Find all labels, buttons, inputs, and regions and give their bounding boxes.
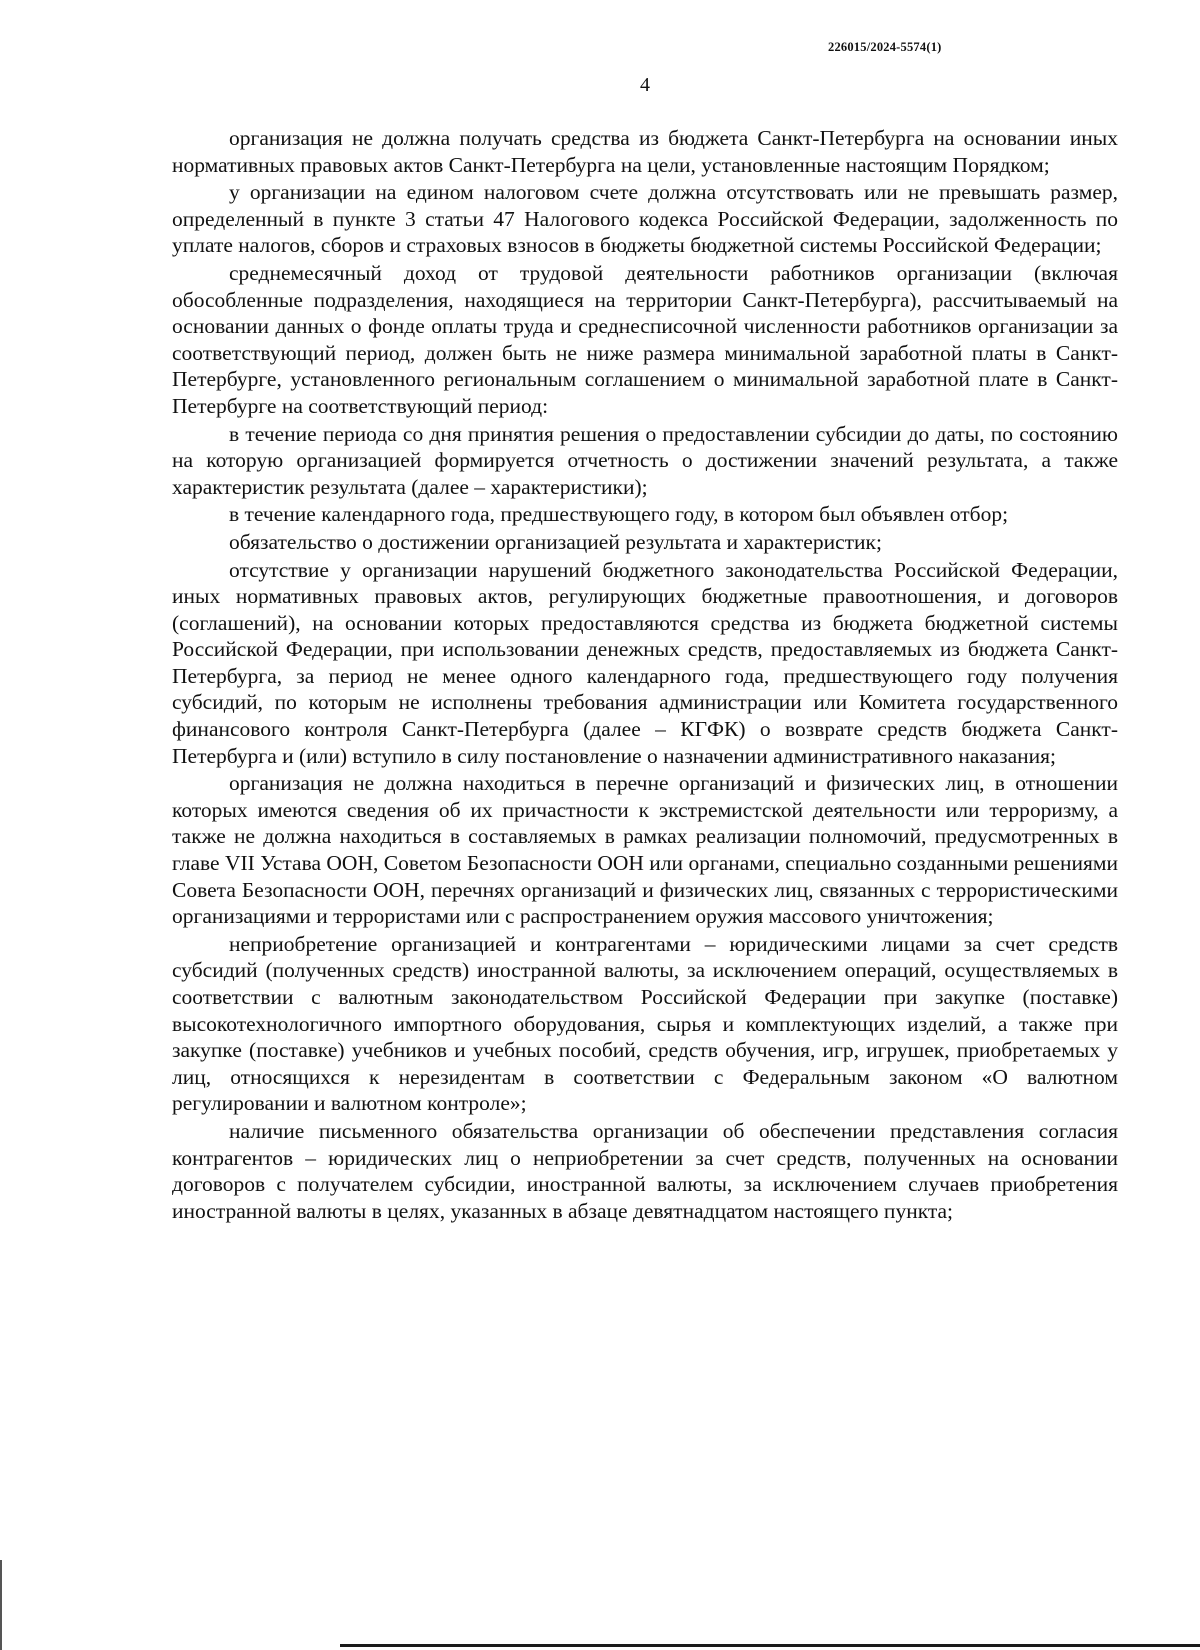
document-registration-number: 226015/2024-5574(1) [828, 40, 942, 54]
paragraph: у организации на едином налоговом счете должна отсутствовать или не превышать размер, определенный в пункте 3 статьи 47 Налогового кодекса Российской Федерации, задолженность по уплате налогов, сборов и страховых взносов в бюджеты бюджетной системы Российской Федерации; [172, 180, 1118, 258]
paragraph: в течение календарного года, предшествующего году, в котором был объявлен отбор; [229, 502, 1009, 527]
paragraph: отсутствие у организации нарушений бюджетного законодательства Российской Федерации, иных нормативных правовых актов, регулирующих бюджетные правоотношения, и договоров (соглашений), на основании которых предоставляются средства из бюджета бюджетной системы Российской Федерации, при использовании денежных средств, предоставляемых из бюджета Санкт-Петербурга, за период не менее одного календарного года, предшествующего году получения субсидий, по которым не исполнены требования администрации или Комитета государственного финансового контроля Санкт-Петербурга (далее – КГФК) о возврате средств бюджета Санкт-Петербурга и (или) вступило в силу постановление о назначении административного наказания; [172, 557, 1118, 768]
paragraph: организация не должна получать средства из бюджета Санкт-Петербурга на основании иных нормативных правовых актов Санкт-Петербурга на цели, установленные настоящим Порядком; [172, 126, 1118, 177]
paragraph: организация не должна находиться в перечне организаций и физических лиц, в отношении которых имеются сведения об их причастности к экстремистской деятельности или терроризму, а также не должна находиться в составляемых в рамках реализации полномочий, предусмотренных в главе VII Устава ООН, Советом Безопасности ООН или органами, специально созданными решениями Совета Безопасности ООН, перечнях организаций и физических лиц, связанных с террористическими организациями и террористами или с распространением оружия массового уничтожения; [172, 771, 1118, 929]
page-number: 4 [640, 74, 650, 96]
paragraph: в течение периода со дня принятия решения о предоставлении субсидии до даты, по состоянию на которую организацией формируется отчетность о достижении значений результата, а также характеристик результата (далее – характеристики); [172, 421, 1118, 499]
scan-edge-artifact [0, 1560, 2, 1650]
scan-bottom-edge-line [340, 1644, 1200, 1647]
document-body [172, 125, 1118, 1224]
paragraph: обязательство о достижении организацией результата и характеристик; [229, 529, 882, 554]
paragraph: наличие письменного обязательства организации об обеспечении представления согласия контрагентов – юридических лиц о неприобретении за счет средств, полученных на основании договоров с получателем субсидии, иностранной валюты, за исключением случаев приобретения иностранной валюты в целях, указанных в абзаце девятнадцатом настоящего пункта; [172, 1118, 1118, 1223]
paragraph: среднемесячный доход от трудовой деятельности работников организации (включая обособленные подразделения, находящиеся на территории Санкт-Петербурга), рассчитываемый на основании данных о фонде оплаты труда и среднесписочной численности работников организации за соответствующий период, должен быть не ниже размера минимальной заработной платы в Санкт-Петербурге, установленного региональным соглашением о минимальной заработной плате в Санкт-Петербурге на соответствующий период: [172, 260, 1118, 418]
paragraph: неприобретение организацией и контрагентами – юридическими лицами за счет средств субсидий (полученных средств) иностранной валюты, за исключением операций, осуществляемых в соответствии с валютным законодательством Российской Федерации при закупке (поставке) высокотехнологичного импортного оборудования, сырья и комплектующих изделий, а также при закупке (поставке) учебников и учебных пособий, средств обучения, игр, игрушек, приобретаемых у лиц, относящихся к нерезидентам в соответствии с Федеральным законом «О валютном регулировании и валютном контроле»; [172, 931, 1118, 1116]
